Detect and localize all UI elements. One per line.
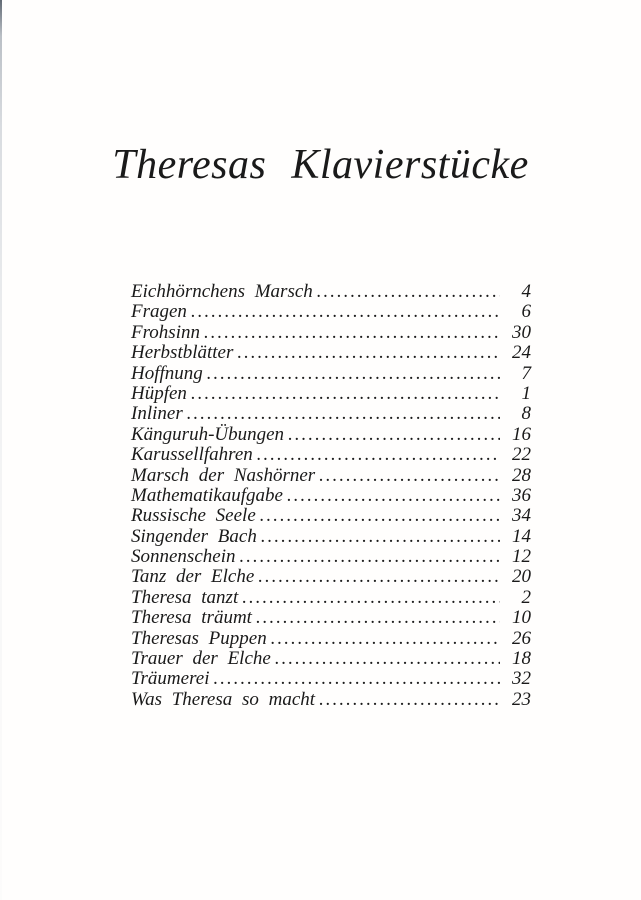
toc-entry-page: 26 xyxy=(512,627,531,649)
dot-leader xyxy=(191,384,500,404)
dot-leader xyxy=(288,425,500,445)
dot-leader xyxy=(319,690,500,710)
toc-entry xyxy=(131,404,531,424)
dot-leader xyxy=(258,567,500,587)
toc-entry-title: Singender Bach xyxy=(131,525,257,547)
page-title: Theresas Klavierstücke xyxy=(112,142,529,188)
dot-leader xyxy=(287,486,500,506)
toc-entry-title: Hüpfen xyxy=(131,382,187,404)
toc-entry-title: Karussellfahren xyxy=(131,444,253,466)
toc-entry xyxy=(131,690,531,710)
toc-entry-title: Träumerei xyxy=(131,668,210,690)
toc-entry xyxy=(131,629,531,649)
toc-entry-page: 34 xyxy=(512,505,531,527)
toc-entry xyxy=(131,608,531,628)
dot-leader xyxy=(187,404,500,424)
dot-leader xyxy=(271,629,500,649)
toc-entry xyxy=(131,364,531,384)
toc-entry xyxy=(131,567,531,587)
toc-entry-page: 36 xyxy=(512,484,531,506)
toc-entry-title: Herbstblätter xyxy=(131,342,234,364)
toc-entry-title: Was Theresa so macht xyxy=(131,688,316,710)
toc-entry-page: 30 xyxy=(512,321,531,343)
toc-entry xyxy=(131,466,531,486)
toc-entry-page: 6 xyxy=(521,301,531,323)
toc-entry xyxy=(131,547,531,567)
toc-entry-title: Känguruh-Übungen xyxy=(131,423,285,445)
dot-leader xyxy=(257,445,500,465)
toc-entry xyxy=(131,527,531,547)
toc-entry xyxy=(131,282,531,302)
dot-leader xyxy=(239,547,500,567)
toc-entry-page: 2 xyxy=(521,586,531,608)
toc-entry-page: 12 xyxy=(512,546,531,568)
toc-entry-title: Theresas Puppen xyxy=(131,627,267,649)
dot-leader xyxy=(191,302,500,322)
toc-entry-title: Sonnenschein xyxy=(131,546,236,568)
toc-entry-title: Tanz der Elche xyxy=(131,566,255,588)
toc-entry-page: 32 xyxy=(512,668,531,690)
toc-entry-page: 14 xyxy=(512,525,531,547)
dot-leader xyxy=(261,527,500,547)
dot-leader xyxy=(256,608,500,628)
toc-entry xyxy=(131,649,531,669)
toc-entry-page: 18 xyxy=(512,648,531,670)
toc-entry-page: 10 xyxy=(512,607,531,629)
dot-leader xyxy=(204,323,500,343)
dot-leader xyxy=(207,364,500,384)
toc-entry-page: 7 xyxy=(521,362,531,384)
toc-entry-page: 22 xyxy=(512,444,531,466)
toc-entry-page: 16 xyxy=(512,423,531,445)
toc-entry xyxy=(131,445,531,465)
dot-leader xyxy=(317,282,500,302)
toc-entry-title: Eichhörnchens Marsch xyxy=(131,281,313,302)
toc-entry xyxy=(131,506,531,526)
toc-entry-title: Hoffnung xyxy=(131,362,203,384)
dot-leader xyxy=(213,669,500,689)
toc-entry-title: Fragen xyxy=(131,301,187,323)
dot-leader xyxy=(319,466,500,486)
toc-entry xyxy=(131,588,531,608)
toc-entry-page: 8 xyxy=(521,403,531,425)
dot-leader xyxy=(237,343,500,363)
toc-entry-page: 23 xyxy=(512,688,531,710)
toc-entry xyxy=(131,425,531,445)
toc-entry-page: 20 xyxy=(512,566,531,588)
toc-entry xyxy=(131,669,531,689)
toc-entry xyxy=(131,343,531,363)
scan-edge-artifact xyxy=(0,0,2,900)
dot-leader xyxy=(242,588,500,608)
toc-entry xyxy=(131,323,531,343)
table-of-contents xyxy=(131,282,531,710)
toc-entry xyxy=(131,302,531,322)
toc-entry-title: Russische Seele xyxy=(131,505,256,527)
dot-leader xyxy=(260,506,500,526)
toc-entry-title: Mathematikaufgabe xyxy=(131,484,283,506)
toc-entry-title: Theresa träumt xyxy=(131,607,252,629)
toc-entry-title: Inliner xyxy=(131,403,183,425)
toc-entry-title: Frohsinn xyxy=(131,321,200,343)
toc-entry-title: Marsch der Nashörner xyxy=(131,464,316,486)
toc-entry-page: 1 xyxy=(521,382,531,404)
toc-entry xyxy=(131,384,531,404)
dot-leader xyxy=(275,649,500,669)
toc-entry-page: 4 xyxy=(521,281,531,302)
toc-entry-title: Theresa tanzt xyxy=(131,586,239,608)
toc-entry xyxy=(131,486,531,506)
toc-entry-page: 24 xyxy=(512,342,531,364)
toc-entry-page: 28 xyxy=(512,464,531,486)
toc-entry-title: Trauer der Elche xyxy=(131,648,271,670)
